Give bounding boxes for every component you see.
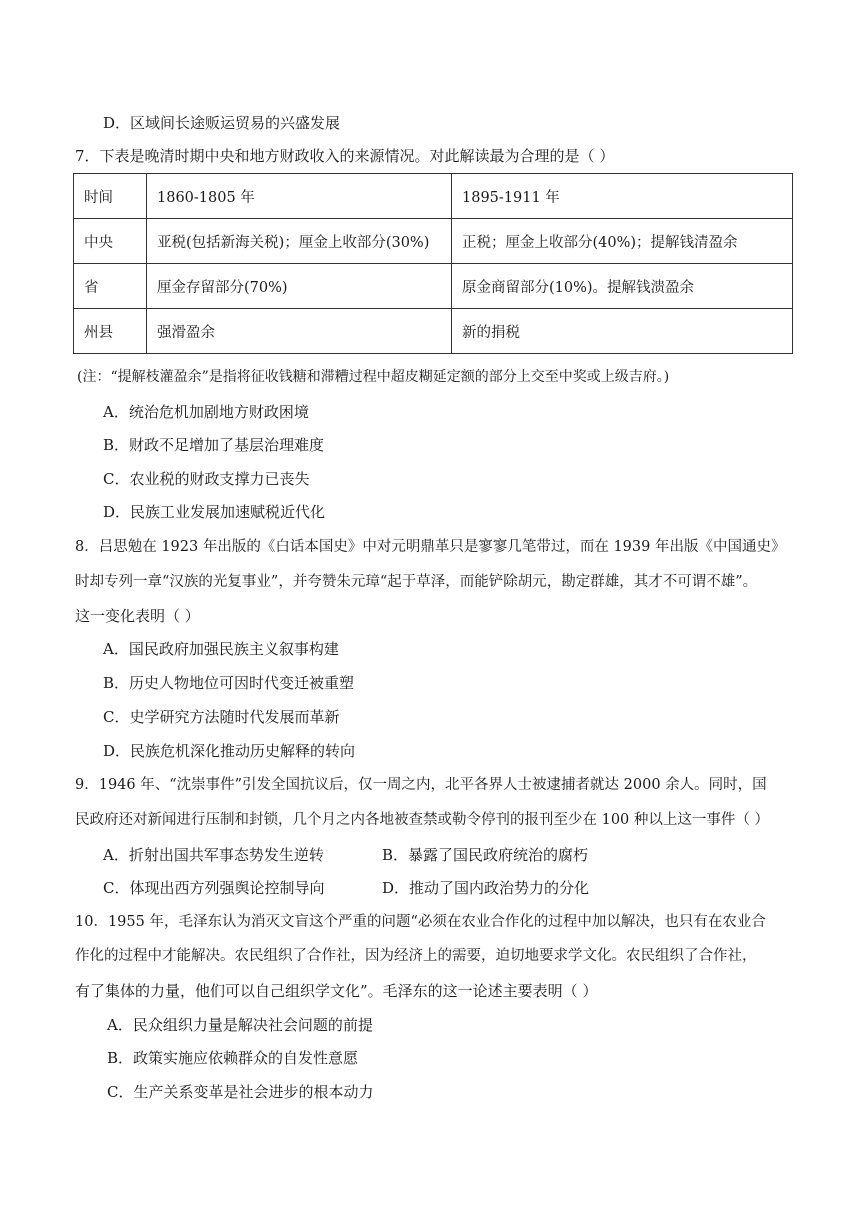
- q9-option-c: C．体现出西方列强舆论控制导向: [103, 879, 325, 897]
- q9-option-a: A．折射出国共军事态势发生逆转: [103, 846, 324, 864]
- q10-option-c: C．生产关系变革是社会进步的根本动力: [107, 1083, 374, 1101]
- q8-option-c: C．史学研究方法随时代发展而革新: [103, 708, 340, 726]
- table-row: [74, 264, 793, 309]
- q7-option-c: C．农业税的财政支撑力已丧失: [103, 470, 310, 488]
- table-cell: 时间: [74, 174, 147, 219]
- q7-option-d: D．民族工业发展加速赋税近代化: [103, 503, 326, 521]
- table-row: [74, 219, 793, 264]
- q8-option-d: D．民族危机深化推动历史解释的转向: [103, 742, 356, 760]
- q9-option-d: D．推动了国内政治势力的分化: [382, 879, 590, 897]
- q7-table-note: (注：“提解枝灌盈余”是指将征收钱糖和滞糟过程中超皮糊延定额的部分上交至中奖或上级吉府。): [77, 369, 670, 385]
- q7-fiscal-table: [73, 173, 793, 354]
- q8-stem-line-3: 这一变化表明（ ）: [75, 607, 200, 625]
- table-cell: 强滑盈余: [147, 309, 452, 354]
- q10-option-b: B．政策实施应依赖群众的自发性意愿: [107, 1049, 359, 1067]
- table-cell: 厘金存留部分(70%): [147, 264, 452, 309]
- table-cell: 正税；厘金上收部分(40%)；提解钱清盈余: [452, 219, 793, 264]
- table-cell: 1895-1911 年: [452, 174, 793, 219]
- q8-stem-line-2: 时却专列一章“汉族的光复事业”，并夸赞朱元璋“起于草泽，而能铲除胡元，勘定群雄，其才不可谓不雄”。: [75, 574, 758, 590]
- q10-stem-line-3: 有了集体的力量，他们可以自己组织学文化”。毛泽东的这一论述主要表明（ ）: [75, 982, 598, 1000]
- table-row: [74, 309, 793, 354]
- q9-stem-line-1: 9．1946 年、“沈崇事件”引发全国抗议后，仅一周之内，北平各界人士被逮捕者就达 2000 余人。同时，国: [75, 777, 767, 793]
- q10-option-a: A．民众组织力量是解决社会问题的前提: [107, 1016, 373, 1034]
- q10-stem-line-1: 10．1955 年，毛泽东认为消灭文盲这个严重的问题“必须在农业合作化的过程中加以解决，也只有在农业合: [75, 914, 766, 930]
- table-cell: 亚税(包括新海关税)；厘金上收部分(30%): [147, 219, 452, 264]
- table-cell: 省: [74, 264, 147, 309]
- table-cell: 州县: [74, 309, 147, 354]
- table-cell: 中央: [74, 219, 147, 264]
- q6-option-d: D．区域间长途贩运贸易的兴盛发展: [103, 114, 341, 132]
- q10-stem-line-2: 作化的过程中才能解决。农民组织了合作社，因为经济上的需要，迫切地要求学文化。农民组织了合作社，: [75, 948, 757, 964]
- table-header-row: [74, 174, 793, 219]
- table-cell: 原金商留部分(10%)。提解钱溃盈余: [452, 264, 793, 309]
- q7-option-b: B．财政不足增加了基层治理难度: [103, 436, 325, 454]
- q7-option-a: A．统治危机加剧地方财政困境: [103, 403, 309, 421]
- table-cell: 1860-1805 年: [147, 174, 452, 219]
- q9-stem-line-2: 民政府还对新闻进行压制和封锁，几个月之内各地被查禁或勒令停刊的报刊至少在 100 种以上这一事件（ ）: [75, 812, 769, 828]
- q8-option-a: A．国民政府加强民族主义叙事构建: [103, 640, 339, 658]
- q7-stem: 7．下表是晚清时期中央和地方财政收入的来源情况。对此解读最为合理的是（ ）: [75, 147, 615, 165]
- q8-stem-line-1: 8．吕思勉在 1923 年出版的《白话本国史》中对元明鼎革只是寥寥几笔带过，而在 1939 年出版《中国通史》: [75, 539, 786, 555]
- q9-option-b: B．暴露了国民政府统治的腐朽: [382, 846, 589, 864]
- table-cell: 新的捐税: [452, 309, 793, 354]
- q8-option-b: B．历史人物地位可因时代变迁被重塑: [103, 674, 355, 692]
